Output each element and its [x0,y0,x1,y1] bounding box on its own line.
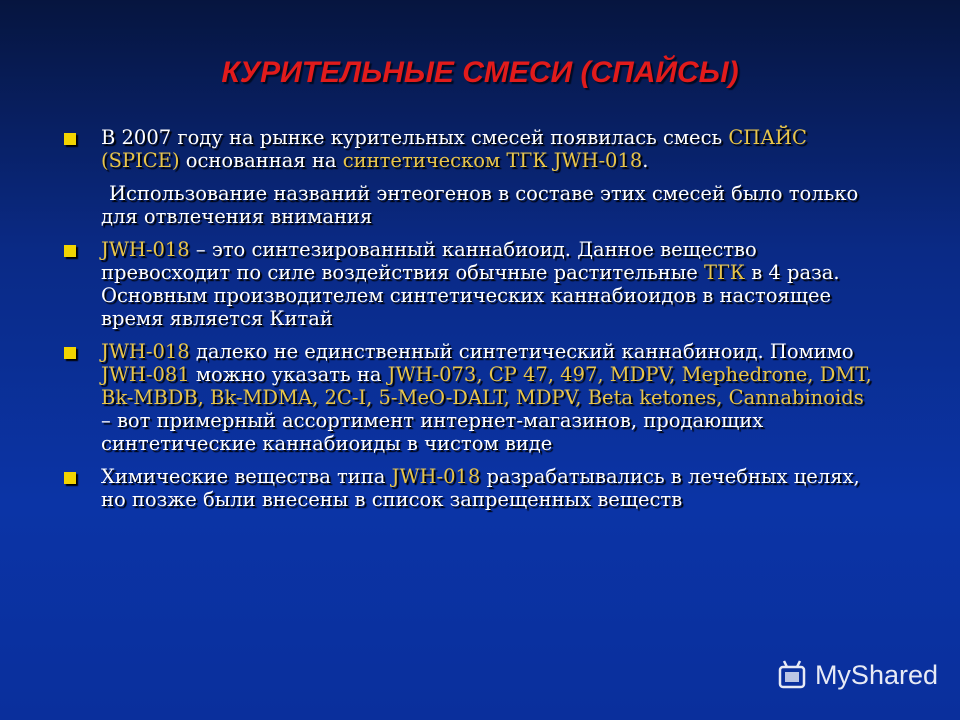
myshared-logo-icon [775,658,809,692]
bullet-paragraph-3 [62,340,877,455]
watermark-text: MyShared [814,659,938,690]
slide-title: КУРИТЕЛЬНЫЕ СМЕСИ (СПАЙСЫ) [221,56,739,89]
text: Химические вещества типа [101,465,392,488]
bullet-paragraph-2 [62,238,877,330]
highlight-text: синтетическом ТГК JWH-018 [342,149,643,172]
square-bullet-icon [64,245,76,257]
highlight-text: СПАЙС (SPICE) [101,126,807,172]
square-bullet-icon [64,347,76,359]
text: можно указать на [189,363,388,386]
highlight-text: ТГК [704,261,746,284]
text: Использование названий энтеогенов в составе этих смесей было только для отвлечения внимания [101,182,859,228]
watermark[interactable] [775,660,938,690]
square-bullet-icon [64,472,76,484]
highlight-text: JWH-081 [101,363,190,386]
highlight-text: JWH-018 [391,465,481,488]
highlight-text: JWH-073, CP 47, 497, MDPV, Mephedrone, DMT, Bk-MBDB, Bk-MDMA, 2C-I, 5-MeO-DALT, MDPV, Beta ketones, Cannabinoids [101,363,872,409]
text: разрабатывались в лечебных целях, но позже были внесены в список запрещенных веществ [101,465,860,511]
text: далеко не единственный синтетический каннабиноид. Помимо [189,340,854,363]
text: – вот примерный ассортимент интернет-магазинов, продающих синтетические каннабиоиды в чистом виде [101,409,764,455]
text: в 4 раза. Основным производителем синтетических каннабиоидов в настоящее время является Китай [101,261,840,330]
text: основанная на [179,149,343,172]
sub-paragraph [62,182,877,228]
text: – это синтезированный каннабиоид. Данное вещество превосходит по силе воздействия обычные растительные [101,238,757,284]
bullet-paragraph-4 [62,465,877,511]
highlight-text: JWH-018 [101,340,190,363]
text: . [642,149,649,172]
bullet-paragraph-1 [62,126,877,172]
highlight-text: JWH-018 [101,238,190,261]
square-bullet-icon [64,133,76,145]
text: В 2007 году на рынке курительных смесей появилась смесь [101,126,729,149]
slide-body [62,126,877,521]
